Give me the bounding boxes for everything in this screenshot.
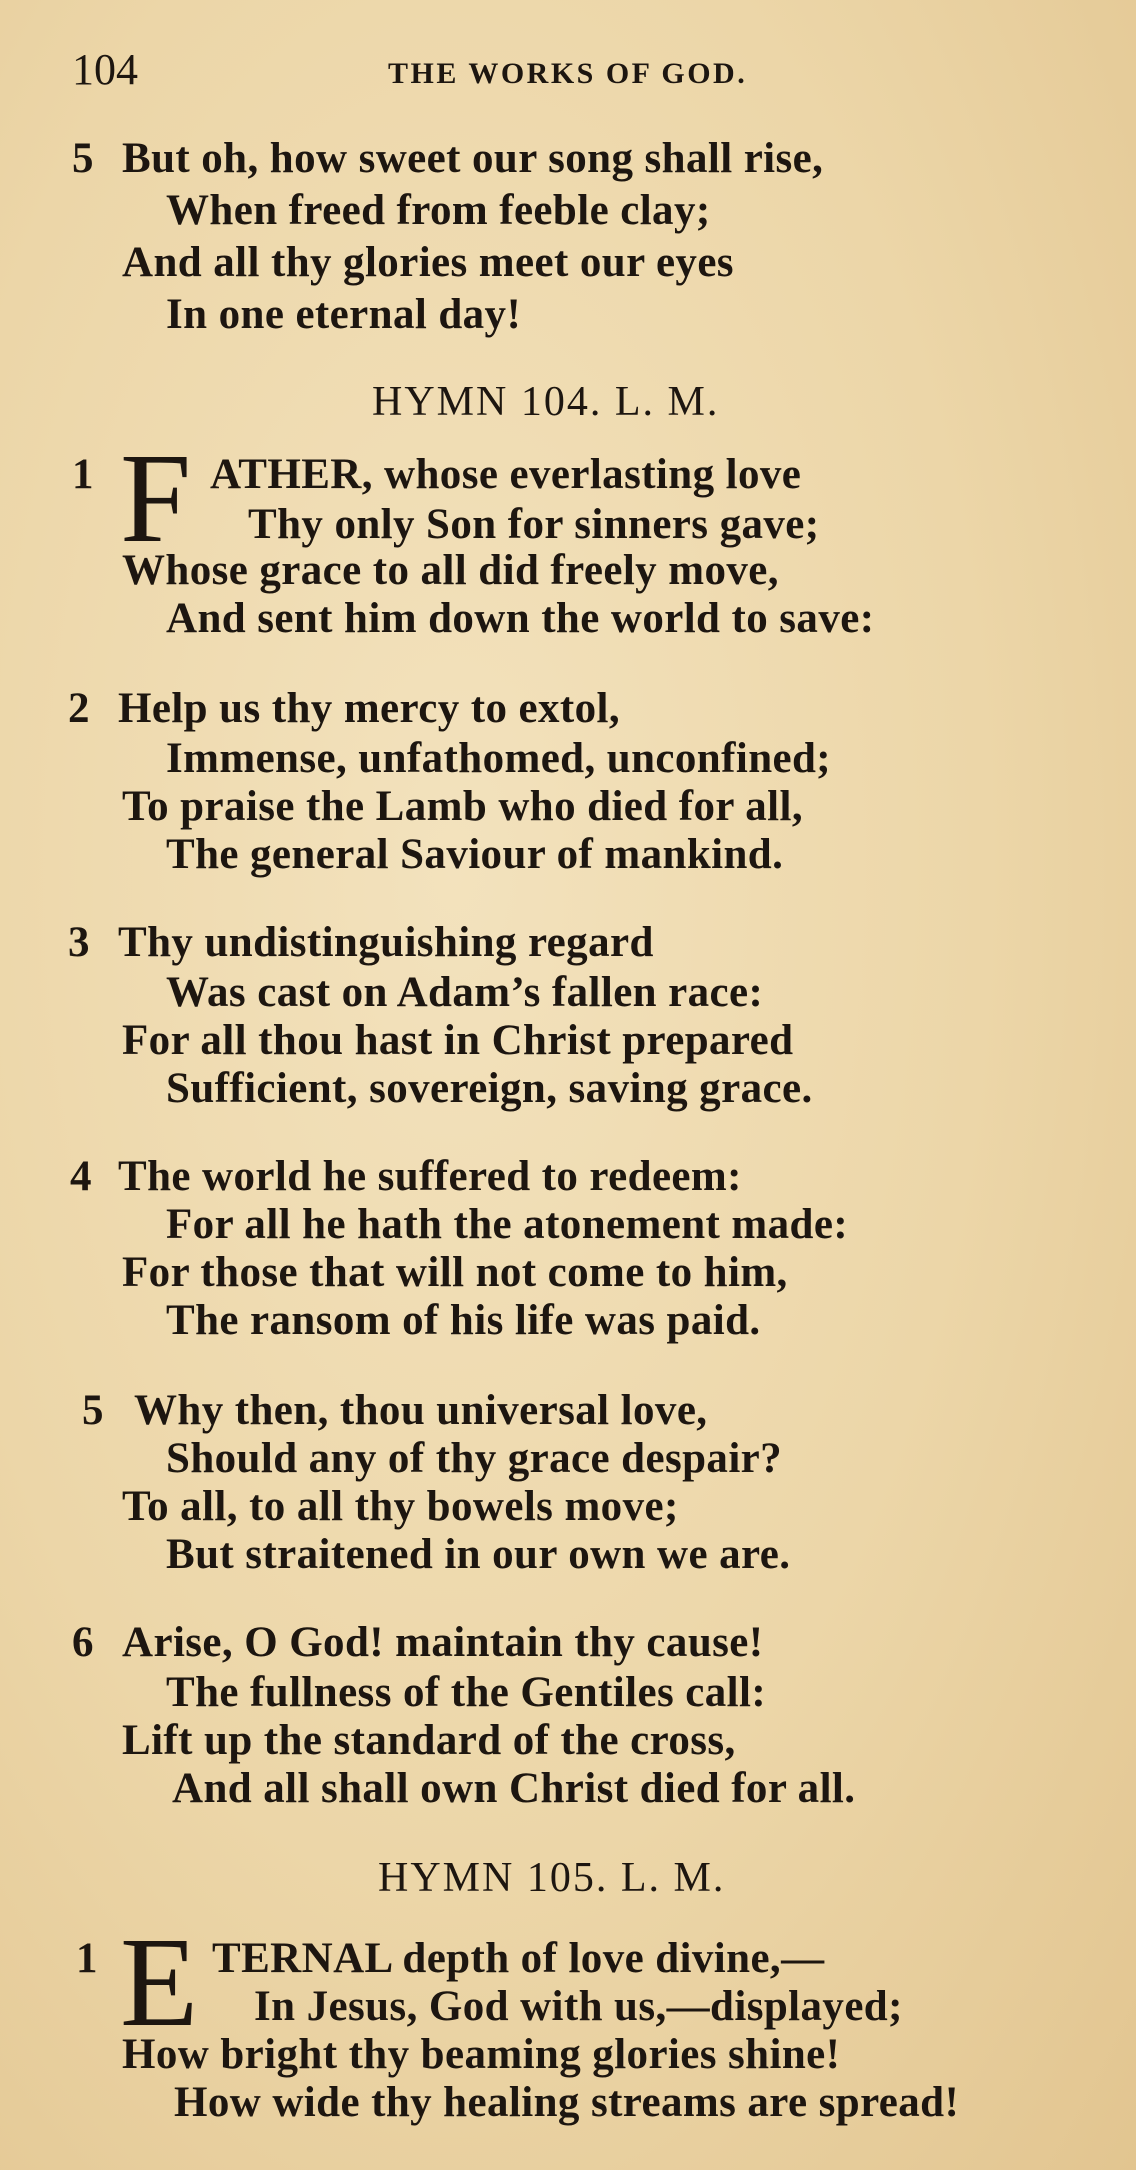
verse-line: Whose grace to all did freely move, — [122, 547, 779, 594]
verse-line: But straitened in our own we are. — [166, 1531, 791, 1578]
verse-line: In Jesus, God with us,—displayed; — [254, 1983, 903, 2030]
verse-line: And all shall own Christ died for all. — [172, 1765, 856, 1812]
verse-line: The fullness of the Gentiles call: — [166, 1669, 767, 1716]
verse-number: 6 — [72, 1619, 94, 1666]
verse-number: 1 — [76, 1935, 98, 1982]
page-number: 104 — [72, 45, 138, 94]
verse-line: For those that will not come to him, — [122, 1249, 788, 1296]
drop-cap-letter: E — [120, 1911, 199, 2053]
verse-line: But oh, how sweet our song shall rise, — [122, 135, 824, 182]
verse-line: Immense, unfathomed, unconfined; — [166, 735, 832, 782]
verse-line: To praise the Lamb who died for all, — [122, 783, 803, 830]
verse-line: Was cast on Adam’s fallen race: — [166, 969, 764, 1016]
verse-line: The ransom of his life was paid. — [166, 1297, 761, 1344]
verse-line: Thy undistinguishing regard — [118, 919, 654, 966]
verse-number: 3 — [68, 919, 90, 966]
verse-line: Thy only Son for sinners gave; — [248, 501, 820, 548]
verse-line: For all he hath the atonement made: — [166, 1201, 849, 1248]
verse-number: 5 — [72, 135, 94, 182]
verse-line: To all, to all thy bowels move; — [122, 1483, 679, 1530]
verse-line: For all thou hast in Christ prepared — [122, 1017, 794, 1064]
verse-number: 1 — [72, 451, 94, 498]
verse-line: Arise, O God! maintain thy cause! — [122, 1619, 764, 1666]
running-title: THE WORKS OF GOD. — [388, 57, 748, 90]
verse-line: Help us thy mercy to extol, — [118, 685, 621, 732]
drop-cap-letter: F — [120, 427, 192, 569]
verse-line: The world he suffered to redeem: — [118, 1153, 742, 1200]
verse-number: 5 — [82, 1387, 104, 1434]
verse-line: The general Saviour of mankind. — [166, 831, 784, 878]
verse-line: Sufficient, sovereign, saving grace. — [166, 1065, 813, 1112]
verse-line: Why then, thou universal love, — [134, 1387, 708, 1434]
hymn-105-title: HYMN 105. L. M. — [378, 1855, 726, 1901]
verse-line: In one eternal day! — [166, 291, 522, 338]
hymn-104-title: HYMN 104. L. M. — [372, 379, 720, 425]
verse-number: 2 — [68, 685, 90, 732]
verse-line: When freed from feeble clay; — [166, 187, 711, 234]
verse-line: And sent him down the world to save: — [166, 595, 875, 642]
verse-line: Should any of thy grace despair? — [166, 1435, 783, 1482]
verse-line: How wide thy healing streams are spread! — [174, 2079, 960, 2126]
verse-line: TERNAL depth of love divine,— — [212, 1935, 825, 1982]
verse-line: How bright thy beaming glories shine! — [122, 2031, 841, 2078]
verse-line: ATHER, whose everlasting love — [210, 451, 802, 498]
page-header — [0, 40, 1136, 100]
verse-line: And all thy glories meet our eyes — [122, 239, 734, 286]
verse-number: 4 — [70, 1153, 92, 1200]
verse-line: Lift up the standard of the cross, — [122, 1717, 736, 1764]
